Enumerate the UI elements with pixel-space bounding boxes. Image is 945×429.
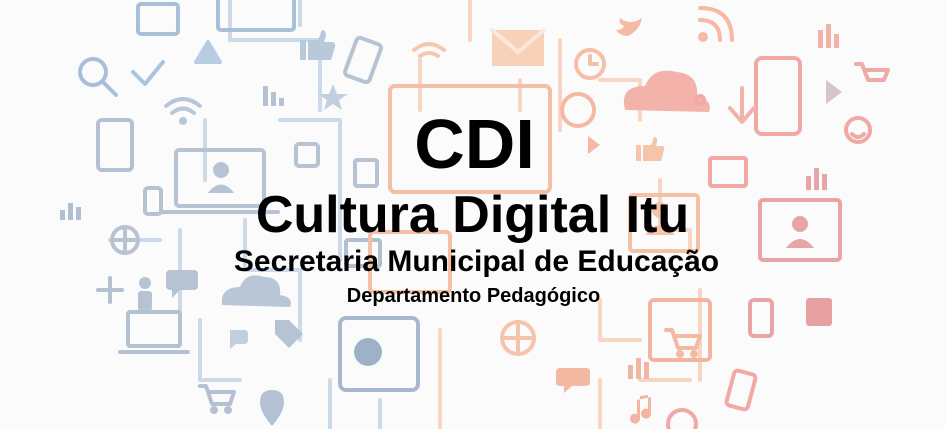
acronym-title: CDI [414, 105, 535, 183]
main-title: Cultura Digital Itu [255, 186, 690, 244]
department-label: Departamento Pedagógico [346, 285, 601, 307]
subtitle: Secretaria Municipal de Educação [233, 245, 720, 278]
